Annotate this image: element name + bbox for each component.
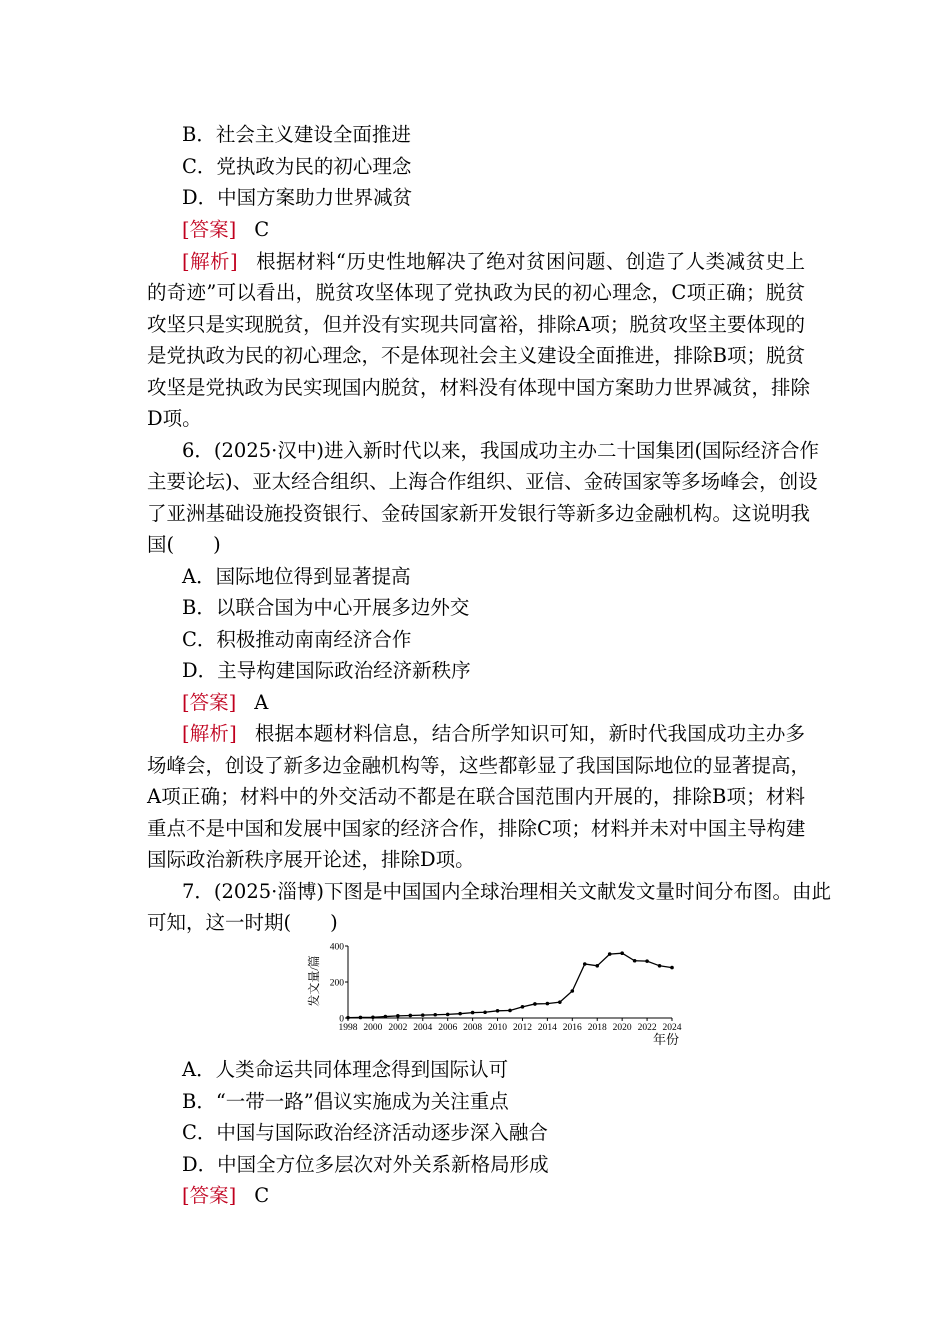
data-point bbox=[446, 1013, 450, 1017]
data-point bbox=[595, 964, 599, 968]
y-tick-label: 400 bbox=[329, 942, 344, 953]
q6-option-b: B．以联合国为中心开展多边外交 bbox=[182, 596, 470, 619]
x-tick-label: 2010 bbox=[488, 1023, 508, 1033]
y-tick-label: 0 bbox=[339, 1014, 344, 1025]
data-point bbox=[633, 959, 637, 963]
q7-stem-line-1: 7．(2025·淄博)下图是中国国内全球治理相关文献发文量时间分布图。由此 bbox=[182, 880, 831, 903]
data-point bbox=[458, 1012, 462, 1016]
data-point bbox=[384, 1015, 388, 1019]
series-line bbox=[348, 953, 672, 1017]
q5-analysis-line-1: [解析] 根据材料“历史性地解决了绝对贫困问题、创造了人类减贫史上 bbox=[182, 250, 805, 273]
q5-option-b: B．社会主义建设全面推进 bbox=[182, 123, 411, 146]
answer-tag: [答案] bbox=[182, 218, 237, 241]
x-tick-label: 2020 bbox=[612, 1023, 632, 1033]
answer-value: C bbox=[254, 218, 270, 241]
x-tick-label: 2016 bbox=[562, 1023, 582, 1033]
data-point bbox=[583, 962, 587, 966]
q6-analysis-line-4: 重点不是中国和发展中国家的经济合作，排除C项；材料并未对中国主导构建 bbox=[147, 817, 806, 840]
data-point bbox=[433, 1013, 437, 1017]
answer-value: A bbox=[254, 691, 269, 714]
q5-answer-line bbox=[182, 218, 269, 242]
data-point bbox=[508, 1009, 512, 1013]
q5-option-d: D．中国方案助力世界减贫 bbox=[182, 186, 413, 209]
x-tick-label: 2018 bbox=[587, 1023, 607, 1033]
data-point bbox=[521, 1005, 525, 1009]
data-point bbox=[359, 1016, 363, 1020]
q6-stem-line-1: 6．(2025·汉中)进入新时代以来，我国成功主办二十国集团(国际经济合作 bbox=[182, 439, 820, 462]
x-tick-label: 2008 bbox=[463, 1023, 483, 1033]
q7-stem-line-2: 可知，这一时期( ) bbox=[147, 911, 338, 934]
data-point bbox=[483, 1010, 487, 1014]
q7-option-d: D．中国全方位多层次对外关系新格局形成 bbox=[182, 1153, 549, 1176]
x-axis-label: 年份 bbox=[652, 1032, 680, 1047]
q5-option-c: C．党执政为民的初心理念 bbox=[182, 155, 412, 178]
answer-tag: [答案] bbox=[182, 1184, 237, 1207]
answer-value: C bbox=[254, 1184, 270, 1207]
data-point bbox=[533, 1002, 537, 1006]
x-tick-label: 2012 bbox=[512, 1023, 532, 1033]
q6-option-d: D．主导构建国际政治经济新秩序 bbox=[182, 659, 471, 682]
q6-answer-line bbox=[182, 691, 268, 715]
q7-option-c: C．中国与国际政治经济活动逐步深入融合 bbox=[182, 1121, 548, 1144]
x-tick-label: 2014 bbox=[537, 1023, 557, 1033]
q6-option-c: C．积极推动南南经济合作 bbox=[182, 628, 412, 651]
data-point bbox=[658, 964, 662, 968]
analysis-tag: [解析] bbox=[182, 250, 238, 273]
data-point bbox=[670, 966, 674, 970]
q6-analysis-line-2: 场峰会，创设了新多边金融机构等，这些都彰显了我国国际地位的显著提高， bbox=[147, 754, 811, 777]
x-tick-label: 2022 bbox=[637, 1023, 657, 1033]
q7-option-b: B．“一带一路”倡议实施成为关注重点 bbox=[182, 1090, 509, 1113]
q6-analysis-line-1: [解析] 根据本题材料信息，结合所学知识可知，新时代我国成功主办多 bbox=[182, 722, 805, 745]
chart-axes bbox=[348, 946, 672, 1018]
y-axis-label: 发文量/篇 bbox=[307, 955, 321, 1007]
analysis-tag: [解析] bbox=[182, 722, 237, 745]
data-point bbox=[496, 1009, 500, 1013]
x-tick-label: 2004 bbox=[413, 1023, 433, 1033]
x-tick-label: 1998 bbox=[338, 1023, 358, 1033]
data-point bbox=[558, 1000, 562, 1004]
q5-analysis-line-5: 攻坚是党执政为民实现国内脱贫，材料没有体现中国方案助力世界减贫，排除 bbox=[147, 376, 811, 399]
q5-analysis-line-4: 是党执政为民的初心理念，不是体现社会主义建设全面推进，排除B项；脱贫 bbox=[147, 344, 805, 367]
q6-stem-line-2: 主要论坛)、亚太经合组织、上海合作组织、亚信、金砖国家等多场峰会，创设 bbox=[147, 470, 818, 493]
data-point bbox=[371, 1015, 375, 1019]
publication-count-line-chart bbox=[300, 936, 690, 1048]
x-tick-label: 2002 bbox=[388, 1023, 408, 1033]
answer-tag: [答案] bbox=[182, 691, 237, 714]
x-tick-label: 2000 bbox=[363, 1023, 383, 1033]
data-point bbox=[396, 1014, 400, 1018]
q6-stem-line-4: 国( ) bbox=[147, 533, 221, 556]
chart-series bbox=[346, 951, 674, 1019]
q5-analysis-line-2: 的奇迹”可以看出，脱贫攻坚体现了党执政为民的初心理念，C项正确；脱贫 bbox=[147, 281, 805, 304]
q5-analysis-line-3: 攻坚只是实现脱贫，但并没有实现共同富裕，排除A项；脱贫攻坚主要体现的 bbox=[147, 313, 805, 336]
data-point bbox=[546, 1002, 550, 1006]
data-point bbox=[346, 1016, 350, 1020]
chart-ticks bbox=[330, 943, 682, 1034]
data-point bbox=[409, 1014, 413, 1018]
data-point bbox=[471, 1011, 475, 1015]
q6-analysis-line-5: 国际政治新秩序展开论述，排除D项。 bbox=[147, 848, 475, 871]
data-point bbox=[571, 989, 575, 993]
q6-analysis-line-3: A项正确；材料中的外交活动不都是在联合国范围内开展的，排除B项；材料 bbox=[147, 785, 805, 808]
y-tick-label: 200 bbox=[329, 978, 344, 989]
x-tick-label: 2006 bbox=[438, 1023, 458, 1033]
q7-option-a: A．人类命运共同体理念得到国际认可 bbox=[182, 1058, 509, 1081]
q7-answer-line bbox=[182, 1184, 269, 1208]
data-point bbox=[608, 952, 612, 956]
q6-option-a: A．国际地位得到显著提高 bbox=[182, 565, 411, 588]
q5-analysis-line-6: D项。 bbox=[147, 407, 202, 430]
q6-stem-line-3: 了亚洲基础设施投资银行、金砖国家新开发银行等新多边金融机构。这说明我 bbox=[147, 502, 811, 525]
data-point bbox=[421, 1013, 425, 1017]
data-point bbox=[645, 959, 649, 963]
data-point bbox=[620, 951, 624, 955]
x-tick-label: 2024 bbox=[662, 1023, 682, 1033]
